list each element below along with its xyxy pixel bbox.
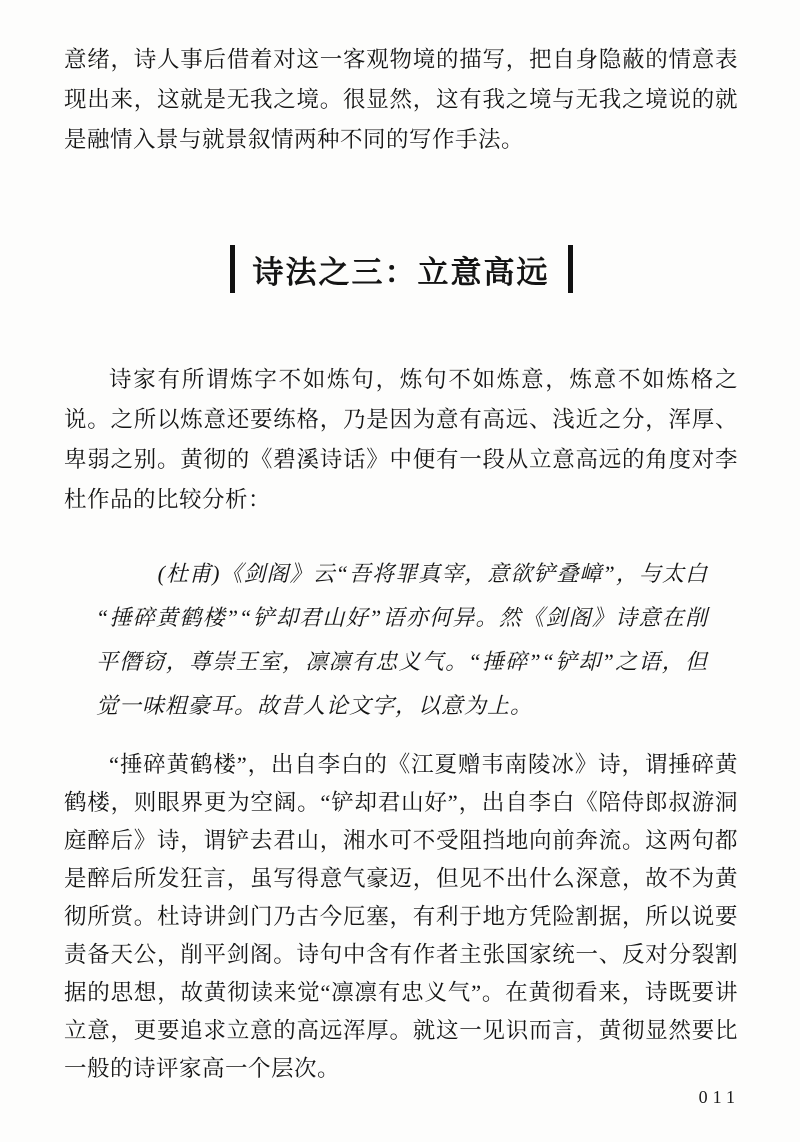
paragraph-commentary: “捶碎黄鹤楼”，出自李白的《江夏赠韦南陵冰》诗，谓捶碎黄鹤楼，则眼界更为空阔。“铲却君山好”，出自李白《陪侍郎叔游洞庭醉后》诗，谓铲去君山，湘水可不受阻挡地向前奔流。这两句都是醉后所发狂言，虽写得意气豪迈，但见不出什么深意，故不为黄彻所赏。杜诗讲剑门乃古今厄塞，有利于地方凭险割据，所以说要责备天公，削平剑阁。诗句中含有作者主张国家统一、反对分裂割据的思想，故黄彻读来觉“凛凛有忠义气”。在黄彻看来，诗既要讲立意，更要追求立意的高远浑厚。就这一见识而言，黄彻显然要比一般的诗评家高一个层次。 — [64, 752, 738, 1081]
section-heading — [64, 240, 738, 298]
title-rule-left — [230, 245, 235, 293]
paragraph-continuation: 意绪，诗人事后借着对这一客观物境的描写，把自身隐蔽的情意表现出来，这就是无我之境。很显然，这有我之境与无我之境说的就是融情入景与就景叙情两种不同的写作手法。 — [64, 47, 738, 152]
section-title-text: 诗法之三：立意高远 — [252, 254, 550, 290]
title-rule-right — [568, 245, 573, 293]
paragraph-intro-analysis: 诗家有所谓炼字不如炼句，炼句不如炼意，炼意不如炼格之说。之所以炼意还要练格，乃是因为意有高远、浅近之分，浑厚、卑弱之别。黄彻的《碧溪诗话》中便有一段从立意高远的角度对李杜作品的比较分析： — [64, 367, 738, 512]
page-content — [64, 40, 738, 1088]
block-quote-bixi-shihua: (杜甫)《剑阁》云“吾将罪真宰，意欲铲叠嶂”，与太白“捶碎黄鹤楼”“铲却君山好”语亦何异。然《剑阁》诗意在削平僭窃，尊崇王室，凛凛有忠义气。“捶碎”“铲却”之语，但觉一味粗豪耳。故昔人论文字，以意为上。 — [96, 561, 708, 718]
page-number: 011 — [698, 1087, 740, 1107]
